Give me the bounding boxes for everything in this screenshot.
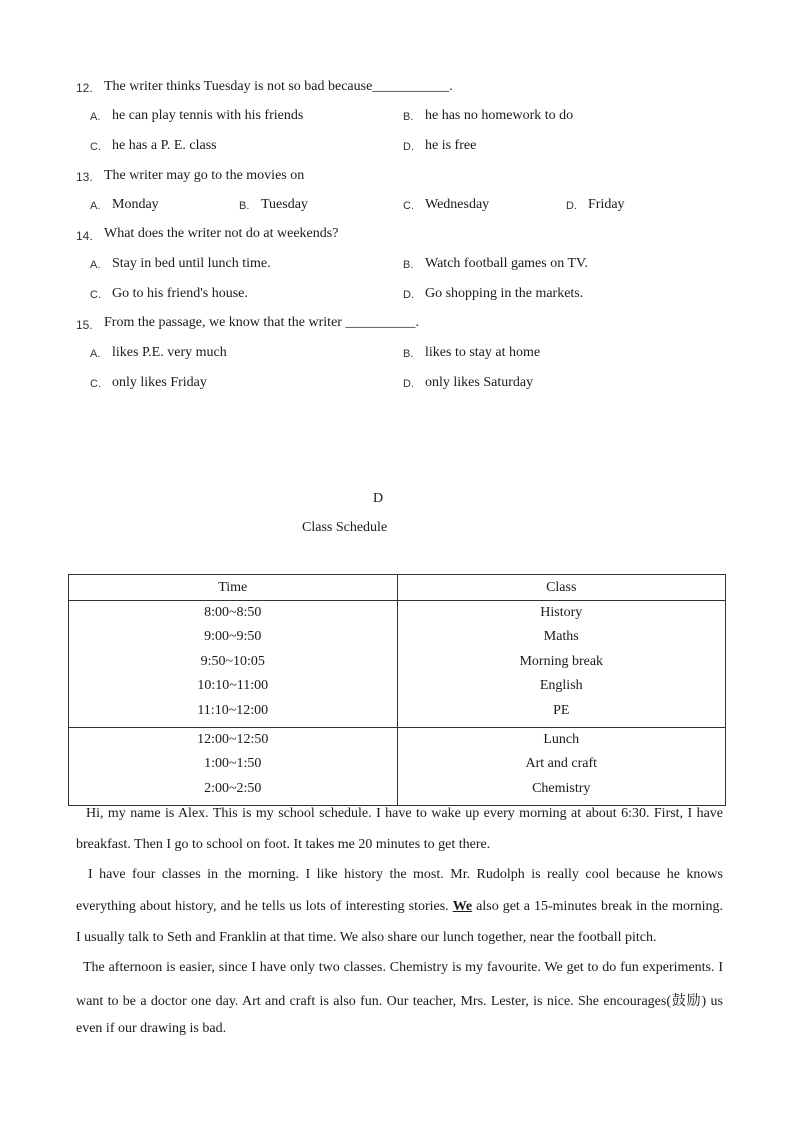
time-header: Time (69, 575, 398, 601)
question-15-text: From the passage, we know that the writer __________. (104, 315, 419, 330)
passage-line: I usually talk to Seth and Franklin at that time. We also share our lunch together, near the football pitch. (76, 930, 657, 945)
afternoon-classes-cell (397, 727, 726, 805)
q12-option-c: he has a P. E. class (112, 138, 217, 153)
passage-line: even if our drawing is bad. (76, 1021, 227, 1036)
question-13-text: The writer may go to the movies on (104, 168, 305, 183)
q15-option-c-letter: C. (90, 378, 101, 390)
table-header-row (69, 575, 726, 601)
time-value: 12:00~12:50 (197, 731, 269, 747)
passage-line: The afternoon is easier, since I have only two classes. Chemistry is my favourite. We get to do fun experiments. I (83, 960, 723, 975)
question-14-number: 14. (76, 229, 93, 243)
q13-option-b: Tuesday (261, 197, 308, 212)
q14-option-c: Go to his friend's house. (112, 286, 248, 301)
q15-option-d-letter: D. (403, 378, 414, 390)
q15-option-b-letter: B. (403, 348, 414, 360)
underlined-word: We (452, 899, 473, 914)
q13-option-d: Friday (588, 197, 625, 212)
morning-times-cell (69, 601, 398, 728)
passage-text: everything about history, and he tells us lots of interesting stories. (76, 899, 449, 914)
q14-option-d-letter: D. (403, 289, 414, 301)
q12-option-b-letter: B. (403, 111, 414, 123)
q12-option-c-letter: C. (90, 141, 101, 153)
q14-option-a: Stay in bed until lunch time. (112, 256, 271, 271)
q12-option-d: he is free (425, 138, 477, 153)
q12-option-a: he can play tennis with his friends (112, 108, 304, 123)
q13-option-d-letter: D. (566, 200, 577, 212)
class-value: Lunch (543, 731, 580, 747)
passage-line: want to be a doctor one day. Art and craft is also fun. Our teacher, Mrs. Lester, is nice. She encourages(鼓励) us (76, 994, 723, 1009)
passage-text: also get a 15-minutes break in the morning. (476, 899, 724, 914)
q15-option-a: likes P.E. very much (112, 345, 227, 360)
class-value: Maths (543, 629, 579, 645)
question-14-text: What does the writer not do at weekends? (104, 226, 339, 241)
passage-line: Hi, my name is Alex. This is my school schedule. I have to wake up every morning at about 6:30. First, I have (86, 806, 723, 821)
morning-block-row (69, 601, 726, 728)
time-value: 10:10~11:00 (197, 678, 269, 694)
q13-option-c: Wednesday (425, 197, 490, 212)
q15-option-b: likes to stay at home (425, 345, 541, 360)
morning-classes-cell (397, 601, 726, 728)
q15-option-a-letter: A. (90, 348, 101, 360)
time-value: 1:00~1:50 (204, 756, 262, 772)
question-15-number: 15. (76, 318, 93, 332)
q15-option-c: only likes Friday (112, 375, 207, 390)
q13-option-c-letter: C. (403, 200, 414, 212)
q14-option-b-letter: B. (403, 259, 414, 271)
q12-option-d-letter: D. (403, 141, 414, 153)
time-value: 11:10~12:00 (197, 702, 269, 718)
class-schedule-table (68, 574, 726, 806)
section-title: Class Schedule (302, 520, 388, 535)
class-value: PE (553, 702, 570, 718)
class-value: Art and craft (525, 756, 598, 772)
q14-option-d: Go shopping in the markets. (425, 286, 584, 301)
q13-option-a-letter: A. (90, 200, 101, 212)
class-value: English (539, 678, 583, 694)
question-12-text: The writer thinks Tuesday is not so bad because___________. (104, 79, 453, 94)
time-value: 9:00~9:50 (204, 629, 262, 645)
passage-line: I have four classes in the morning. I like history the most. Mr. Rudolph is really cool because he knows (88, 867, 723, 882)
q14-option-b: Watch football games on TV. (425, 256, 588, 271)
class-value: Chemistry (532, 780, 591, 796)
q14-option-c-letter: C. (90, 289, 101, 301)
question-12-number: 12. (76, 81, 93, 95)
q12-option-b: he has no homework to do (425, 108, 574, 123)
time-value: 9:50~10:05 (200, 653, 265, 669)
passage-line (76, 899, 723, 915)
q13-option-b-letter: B. (239, 200, 250, 212)
passage-line: breakfast. Then I go to school on foot. It takes me 20 minutes to get there. (76, 837, 491, 852)
time-value: 8:00~8:50 (204, 605, 262, 620)
q13-option-a: Monday (112, 197, 159, 212)
q15-option-d: only likes Saturday (425, 375, 534, 390)
time-value: 2:00~2:50 (204, 780, 262, 796)
q14-option-a-letter: A. (90, 259, 101, 271)
section-letter: D (373, 491, 384, 506)
afternoon-block-row (69, 727, 726, 805)
class-value: History (540, 605, 583, 620)
question-13-number: 13. (76, 170, 93, 184)
class-value: Morning break (519, 653, 604, 669)
class-header: Class (397, 575, 726, 601)
q12-option-a-letter: A. (90, 111, 101, 123)
afternoon-times-cell (69, 727, 398, 805)
